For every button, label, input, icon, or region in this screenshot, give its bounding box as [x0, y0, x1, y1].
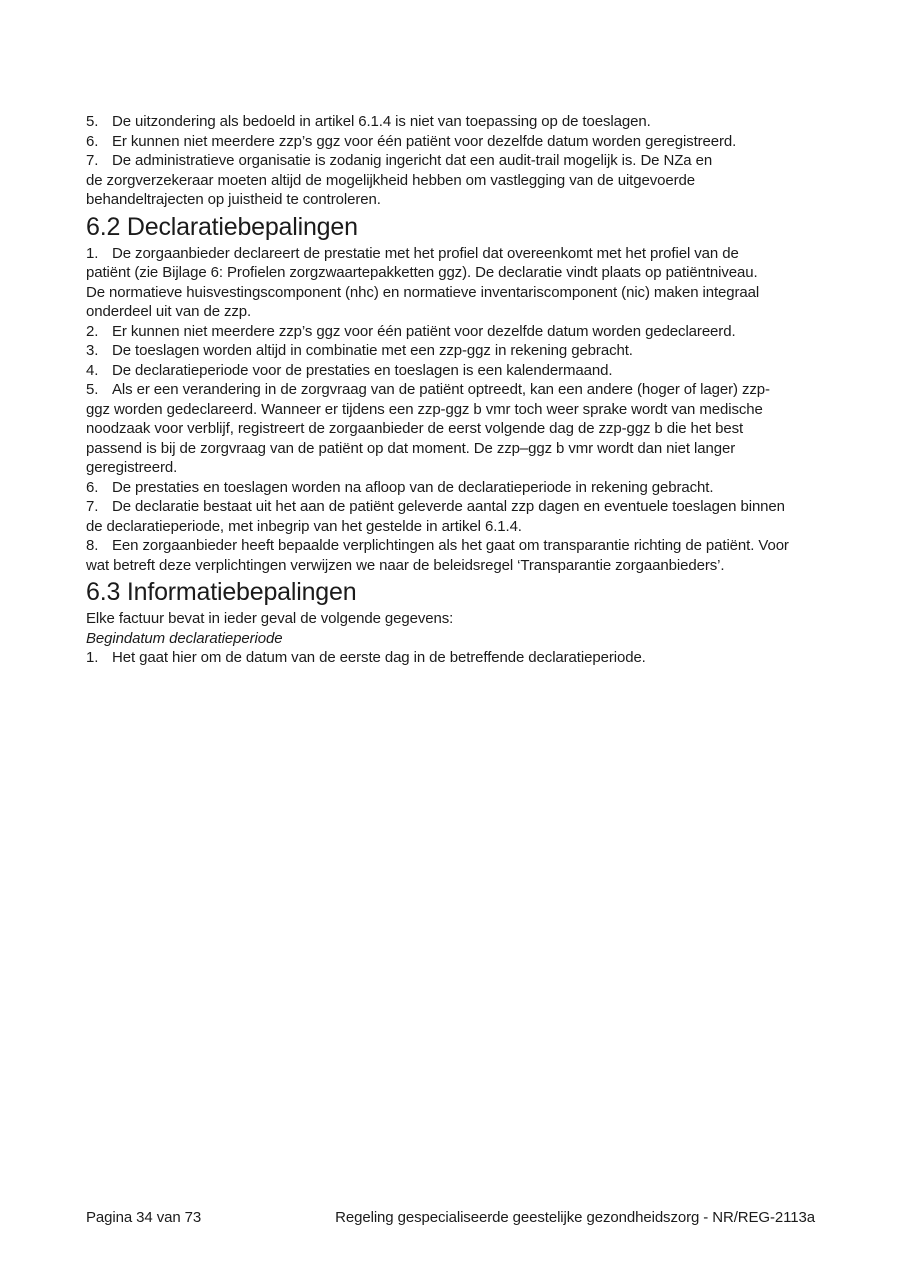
item-text: Het gaat hier om de datum van de eerste dag in de betreffende declaratieperiode.	[112, 649, 646, 666]
item-number: 8.	[86, 537, 99, 554]
document-reference: Regeling gespecialiseerde geestelijke gezondheidszorg - NR/REG-2113a	[335, 1209, 815, 1226]
item-text: De prestaties en toeslagen worden na afloop van de declaratieperiode in rekening gebracht.	[112, 478, 714, 496]
list-item	[86, 151, 860, 210]
list-item	[86, 322, 860, 342]
page-footer	[86, 1208, 815, 1227]
item-text: De declaratieperiode voor de prestaties en toeslagen is een kalendermaand.	[112, 361, 613, 379]
list-item	[86, 341, 860, 361]
list-item	[86, 497, 860, 536]
item-text: Een zorgaanbieder heeft bepaalde verplichtingen als het gaat om transparantie richting de patiënt. Voor wat betreft deze verplichtingen verwijzen we naar de beleidsregel ‘Transparantie zorgaanbieders’.	[86, 537, 789, 574]
section-heading-6-3: 6.3 Informatiebepalingen	[86, 578, 357, 606]
list-item	[86, 478, 860, 498]
page-number: Pagina 34 van 73	[86, 1209, 202, 1226]
item-text: Als er een verandering in de zorgvraag van de patiënt optreedt, kan een andere (hoger of lager) zzp- ggz worden gedeclareerd. Wanneer er tijdens een zzp-ggz b vmr toch weer sprake wordt van medische noodzaak voor verblijf, registreert de zorgaanbieder de eerst volgende dag de zzp-ggz b die het best passend is bij de zorgvraag van de patiënt op dat moment. De zzp–ggz b vmr wordt dan niet langer geregistreerd.	[86, 381, 770, 476]
item-number: 5.	[86, 113, 99, 130]
item-number: 4.	[86, 361, 99, 379]
item-number: 3.	[86, 342, 99, 359]
item-number: 7.	[86, 498, 99, 515]
item-number: 6.	[86, 478, 99, 496]
list-item	[86, 380, 860, 478]
item-text: De zorgaanbieder declareert de prestatie met het profiel dat overeenkomt met het profiel van de patiënt (zie Bijlage 6: Profielen zorgzwaartepakketten ggz). De declaratie vindt plaats op patiëntniveau. De normatieve huisvestingscomponent (nhc) en normatieve inventariscomponent (nic) maken integraal onderdeel uit van de zzp.	[86, 244, 760, 320]
item-number: 6.	[86, 132, 99, 150]
item-number: 1.	[86, 649, 99, 666]
item-number: 1.	[86, 244, 99, 262]
intro-paragraph: Elke factuur bevat in ieder geval de volgende gegevens:	[86, 610, 454, 627]
item-text: Er kunnen niet meerdere zzp’s ggz voor één patiënt voor dezelfde datum worden geregistreerd.	[112, 132, 737, 150]
list-item	[86, 361, 860, 381]
item-text: De uitzondering als bedoeld in artikel 6.1.4 is niet van toepassing op de toeslagen.	[112, 113, 651, 130]
section-heading-6-2: 6.2 Declaratiebepalingen	[86, 212, 358, 241]
list-item	[86, 132, 860, 152]
item-text: De administratieve organisatie is zodanig ingericht dat een audit-trail mogelijk is. De NZa en de zorgverzekeraar moeten altijd de mogelijkheid hebben om vastlegging van de uitgevoerde behandeltrajecten op juistheid te controleren.	[86, 152, 713, 208]
list-item	[86, 648, 860, 668]
item-text: De declaratie bestaat uit het aan de patiënt geleverde aantal zzp dagen en eventuele toeslagen binnen de declaratieperiode, met inbegrip van het gestelde in artikel 6.1.4.	[86, 498, 785, 535]
list-item	[86, 112, 860, 132]
item-number: 2.	[86, 322, 99, 340]
subheading-begindatum: Begindatum declaratieperiode	[86, 629, 283, 647]
list-item	[86, 244, 860, 322]
item-number: 5.	[86, 381, 99, 398]
item-text: Er kunnen niet meerdere zzp’s ggz voor één patiënt voor dezelfde datum worden gedeclareerd.	[112, 322, 736, 340]
list-item	[86, 536, 860, 575]
item-number: 7.	[86, 152, 99, 169]
item-text: De toeslagen worden altijd in combinatie met een zzp-ggz in rekening gebracht.	[112, 342, 633, 359]
